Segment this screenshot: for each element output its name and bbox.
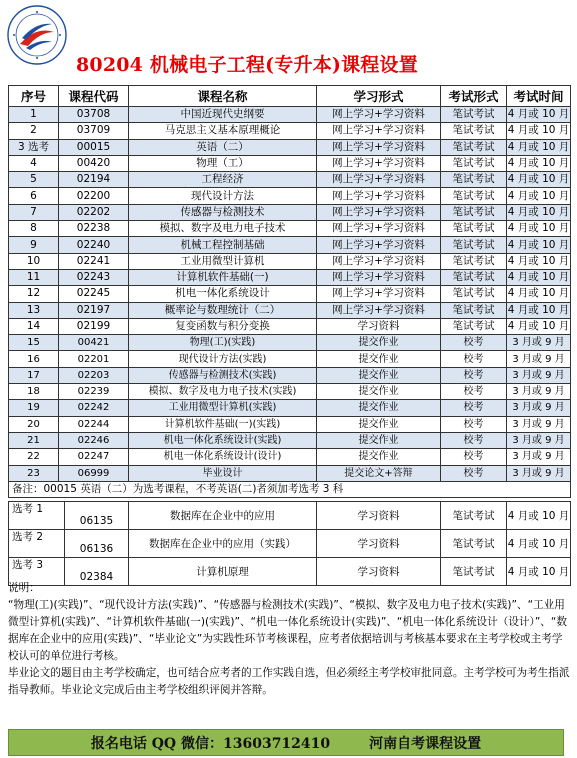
cell-code: 06999 bbox=[59, 465, 129, 481]
cell-time: 3 月或 9 月 bbox=[507, 367, 571, 383]
cell-time: 3 月或 9 月 bbox=[507, 449, 571, 465]
cell-time: 4 月或 10 月 bbox=[507, 139, 571, 155]
cell-mode: 学习资料 bbox=[317, 318, 441, 334]
cell-mode: 网上学习+学习资料 bbox=[317, 188, 441, 204]
cell-exam: 笔试考试 bbox=[441, 253, 507, 269]
cell-mode: 网上学习+学习资料 bbox=[317, 107, 441, 123]
elective-cell-code: 06135 bbox=[65, 502, 129, 530]
cell-code: 03709 bbox=[59, 123, 129, 139]
cell-time: 3 月或 9 月 bbox=[507, 384, 571, 400]
explain-paragraph: “物理(工)(实践)”、“现代设计方法(实践)”、“传感器与检测技术(实践)”、“模拟、数字及电力电子技术(实践)”、“工业用微型计算机(实践)”、“计算机软件基础(一)(实践)”、“机电一体化系统设计(实践)”、“机电一体化系统设计（设计）”、“数据库在企业中的应用(实践)”、“毕业论文”为实践性环节考核课程，应考者依据培训与考核基本要求在主考学校或主考学校认可的单位进行考核。 bbox=[8, 599, 567, 662]
cell-mode: 提交作业 bbox=[317, 416, 441, 432]
elective-cell-mode: 学习资料 bbox=[317, 502, 441, 530]
cell-time: 3 月或 9 月 bbox=[507, 465, 571, 481]
cell-no: 17 bbox=[9, 367, 59, 383]
table-row bbox=[9, 465, 571, 481]
cell-name: 工业用微型计算机(实践) bbox=[129, 400, 317, 416]
cell-name: 马克思主义基本原理概论 bbox=[129, 123, 317, 139]
cell-exam: 笔试考试 bbox=[441, 107, 507, 123]
cell-no: 22 bbox=[9, 449, 59, 465]
cell-time: 4 月或 10 月 bbox=[507, 107, 571, 123]
table-row bbox=[9, 204, 571, 220]
cell-code: 02244 bbox=[59, 416, 129, 432]
page-title: 80204 机械电子工程(专升本)课程设置 bbox=[76, 54, 418, 76]
cell-mode: 提交作业 bbox=[317, 367, 441, 383]
cell-name: 计算机软件基础(一)(实践) bbox=[129, 416, 317, 432]
cell-code: 02201 bbox=[59, 351, 129, 367]
cell-no: 18 bbox=[9, 384, 59, 400]
cell-name: 机电一体化系统设计(设计) bbox=[129, 449, 317, 465]
cell-exam: 校考 bbox=[441, 400, 507, 416]
cell-name: 工业用微型计算机 bbox=[129, 253, 317, 269]
cell-name: 机电一体化系统设计(实践) bbox=[129, 432, 317, 448]
header-code: 课程代码 bbox=[59, 86, 129, 107]
banner-label: 河南自考课程设置 bbox=[369, 735, 482, 752]
table-header-row bbox=[9, 86, 571, 107]
cell-mode: 提交作业 bbox=[317, 351, 441, 367]
explain-paragraph: 毕业论文的题目由主考学校确定，也可结合应考者的工作实践自选，但必须经主考学校审批同意。主考学校可为考生指派指导教师。毕业论文完成后由主考学校组织评阅并答辩。 bbox=[8, 667, 570, 696]
cell-no: 21 bbox=[9, 432, 59, 448]
cell-code: 02197 bbox=[59, 302, 129, 318]
cell-code: 02239 bbox=[59, 384, 129, 400]
cell-exam: 校考 bbox=[441, 384, 507, 400]
cell-exam: 校考 bbox=[441, 465, 507, 481]
contact-banner bbox=[8, 729, 564, 756]
cell-code: 02194 bbox=[59, 172, 129, 188]
cell-time: 4 月或 10 月 bbox=[507, 269, 571, 285]
cell-mode: 网上学习+学习资料 bbox=[317, 286, 441, 302]
elective-cell-name: 数据库在企业中的应用 bbox=[129, 502, 317, 530]
header-name: 课程名称 bbox=[129, 86, 317, 107]
cell-time: 3 月或 9 月 bbox=[507, 351, 571, 367]
cell-exam: 笔试考试 bbox=[441, 269, 507, 285]
cell-name: 模拟、数字及电力电子技术(实践) bbox=[129, 384, 317, 400]
cell-mode: 网上学习+学习资料 bbox=[317, 204, 441, 220]
cell-exam: 笔试考试 bbox=[441, 221, 507, 237]
cell-code: 03708 bbox=[59, 107, 129, 123]
cell-no: 14 bbox=[9, 318, 59, 334]
table-row bbox=[9, 335, 571, 351]
cell-mode: 网上学习+学习资料 bbox=[317, 269, 441, 285]
course-table bbox=[8, 85, 571, 498]
elective-cell-exam: 笔试考试 bbox=[441, 502, 507, 530]
cell-code: 02243 bbox=[59, 269, 129, 285]
cell-no: 7 bbox=[9, 204, 59, 220]
cell-time: 4 月或 10 月 bbox=[507, 286, 571, 302]
cell-time: 4 月或 10 月 bbox=[507, 188, 571, 204]
table-row bbox=[9, 123, 571, 139]
cell-mode: 网上学习+学习资料 bbox=[317, 302, 441, 318]
cell-mode: 提交论文+答辩 bbox=[317, 465, 441, 481]
cell-name: 模拟、数字及电力电子技术 bbox=[129, 221, 317, 237]
cell-mode: 网上学习+学习资料 bbox=[317, 237, 441, 253]
cell-exam: 校考 bbox=[441, 449, 507, 465]
cell-code: 02246 bbox=[59, 432, 129, 448]
cell-no: 10 bbox=[9, 253, 59, 269]
table-row bbox=[9, 269, 571, 285]
cell-time: 4 月或 10 月 bbox=[507, 204, 571, 220]
cell-exam: 校考 bbox=[441, 351, 507, 367]
cell-exam: 笔试考试 bbox=[441, 286, 507, 302]
cell-time: 3 月或 9 月 bbox=[507, 416, 571, 432]
cell-code: 00420 bbox=[59, 155, 129, 171]
explain-title: 说明： bbox=[8, 582, 40, 594]
elective-cell-exam: 笔试考试 bbox=[441, 530, 507, 558]
cell-no: 20 bbox=[9, 416, 59, 432]
cell-no: 6 bbox=[9, 188, 59, 204]
cell-no: 8 bbox=[9, 221, 59, 237]
table-row bbox=[9, 302, 571, 318]
cell-exam: 校考 bbox=[441, 367, 507, 383]
cell-mode: 网上学习+学习资料 bbox=[317, 253, 441, 269]
cell-mode: 网上学习+学习资料 bbox=[317, 139, 441, 155]
cell-name: 概率论与数理统计（二） bbox=[129, 302, 317, 318]
cell-code: 00015 bbox=[59, 139, 129, 155]
cell-time: 3 月或 9 月 bbox=[507, 432, 571, 448]
cell-exam: 笔试考试 bbox=[441, 302, 507, 318]
cell-code: 02241 bbox=[59, 253, 129, 269]
cell-exam: 笔试考试 bbox=[441, 318, 507, 334]
elective-row bbox=[9, 502, 571, 530]
elective-cell-code: 02384 bbox=[65, 558, 129, 586]
elective-cell-label: 选考 3 bbox=[9, 558, 65, 586]
cell-name: 现代设计方法(实践) bbox=[129, 351, 317, 367]
table-row bbox=[9, 221, 571, 237]
elective-cell-label: 选考 2 bbox=[9, 530, 65, 558]
cell-exam: 笔试考试 bbox=[441, 123, 507, 139]
table-row bbox=[9, 286, 571, 302]
elective-row bbox=[9, 530, 571, 558]
table-row bbox=[9, 172, 571, 188]
cell-mode: 网上学习+学习资料 bbox=[317, 155, 441, 171]
table-row bbox=[9, 237, 571, 253]
cell-mode: 提交作业 bbox=[317, 400, 441, 416]
elective-cell-name: 数据库在企业中的应用（实践） bbox=[129, 530, 317, 558]
cell-no: 3 选考 bbox=[9, 139, 59, 155]
cell-no: 19 bbox=[9, 400, 59, 416]
banner-contact: 报名电话 QQ 微信：13603712410 bbox=[90, 735, 331, 752]
header-time: 考试时间 bbox=[507, 86, 571, 107]
cell-exam: 校考 bbox=[441, 416, 507, 432]
cell-no: 1 bbox=[9, 107, 59, 123]
cell-code: 02238 bbox=[59, 221, 129, 237]
table-row bbox=[9, 107, 571, 123]
note-row bbox=[9, 481, 571, 497]
header-mode: 学习形式 bbox=[317, 86, 441, 107]
cell-time: 4 月或 10 月 bbox=[507, 221, 571, 237]
cell-no: 16 bbox=[9, 351, 59, 367]
cell-mode: 提交作业 bbox=[317, 432, 441, 448]
elective-cell-mode: 学习资料 bbox=[317, 558, 441, 586]
cell-name: 复变函数与积分变换 bbox=[129, 318, 317, 334]
cell-exam: 笔试考试 bbox=[441, 237, 507, 253]
elective-cell-name: 计算机原理 bbox=[129, 558, 317, 586]
cell-time: 4 月或 10 月 bbox=[507, 123, 571, 139]
cell-name: 计算机软件基础(一) bbox=[129, 269, 317, 285]
cell-name: 传感器与检测技术 bbox=[129, 204, 317, 220]
cell-name: 英语（二） bbox=[129, 139, 317, 155]
table-row bbox=[9, 432, 571, 448]
table-row bbox=[9, 449, 571, 465]
cell-mode: 提交作业 bbox=[317, 384, 441, 400]
cell-no: 12 bbox=[9, 286, 59, 302]
cell-name: 物理（工） bbox=[129, 155, 317, 171]
cell-time: 4 月或 10 月 bbox=[507, 318, 571, 334]
elective-cell-code: 06136 bbox=[65, 530, 129, 558]
cell-time: 4 月或 10 月 bbox=[507, 172, 571, 188]
cell-code: 02247 bbox=[59, 449, 129, 465]
cell-code: 02202 bbox=[59, 204, 129, 220]
cell-no: 4 bbox=[9, 155, 59, 171]
cell-mode: 网上学习+学习资料 bbox=[317, 123, 441, 139]
cell-mode: 提交作业 bbox=[317, 449, 441, 465]
cell-exam: 笔试考试 bbox=[441, 139, 507, 155]
elective-cell-mode: 学习资料 bbox=[317, 530, 441, 558]
cell-name: 工程经济 bbox=[129, 172, 317, 188]
table-row bbox=[9, 400, 571, 416]
table-row bbox=[9, 253, 571, 269]
table-row bbox=[9, 318, 571, 334]
cell-code: 02242 bbox=[59, 400, 129, 416]
cell-name: 物理(工)(实践) bbox=[129, 335, 317, 351]
cell-time: 4 月或 10 月 bbox=[507, 253, 571, 269]
cell-no: 15 bbox=[9, 335, 59, 351]
cell-time: 3 月或 9 月 bbox=[507, 335, 571, 351]
table-row bbox=[9, 367, 571, 383]
cell-name: 机械工程控制基础 bbox=[129, 237, 317, 253]
cell-no: 9 bbox=[9, 237, 59, 253]
table-row bbox=[9, 188, 571, 204]
table-row bbox=[9, 139, 571, 155]
header-no: 序号 bbox=[9, 86, 59, 107]
cell-code: 02199 bbox=[59, 318, 129, 334]
cell-exam: 笔试考试 bbox=[441, 204, 507, 220]
cell-mode: 网上学习+学习资料 bbox=[317, 172, 441, 188]
cell-mode: 提交作业 bbox=[317, 335, 441, 351]
elective-cell-time: 4 月或 10 月 bbox=[507, 530, 571, 558]
cell-no: 11 bbox=[9, 269, 59, 285]
elective-table bbox=[8, 501, 571, 586]
table-row bbox=[9, 351, 571, 367]
table-row bbox=[9, 155, 571, 171]
cell-mode: 网上学习+学习资料 bbox=[317, 221, 441, 237]
cell-no: 23 bbox=[9, 465, 59, 481]
cell-no: 2 bbox=[9, 123, 59, 139]
elective-cell-exam: 笔试考试 bbox=[441, 558, 507, 586]
cell-code: 02203 bbox=[59, 367, 129, 383]
cell-code: 02245 bbox=[59, 286, 129, 302]
university-logo-icon bbox=[6, 4, 68, 66]
elective-cell-time: 4 月或 10 月 bbox=[507, 502, 571, 530]
cell-no: 13 bbox=[9, 302, 59, 318]
cell-name: 中国近现代史纲要 bbox=[129, 107, 317, 123]
elective-cell-label: 选考 1 bbox=[9, 502, 65, 530]
cell-exam: 笔试考试 bbox=[441, 155, 507, 171]
cell-time: 4 月或 10 月 bbox=[507, 237, 571, 253]
table-row bbox=[9, 384, 571, 400]
cell-time: 4 月或 10 月 bbox=[507, 302, 571, 318]
explanation-section bbox=[8, 580, 570, 699]
cell-exam: 校考 bbox=[441, 432, 507, 448]
cell-exam: 笔试考试 bbox=[441, 172, 507, 188]
cell-exam: 校考 bbox=[441, 335, 507, 351]
cell-name: 毕业设计 bbox=[129, 465, 317, 481]
cell-name: 传感器与检测技术(实践) bbox=[129, 367, 317, 383]
cell-code: 00421 bbox=[59, 335, 129, 351]
cell-exam: 笔试考试 bbox=[441, 188, 507, 204]
cell-code: 02240 bbox=[59, 237, 129, 253]
cell-no: 5 bbox=[9, 172, 59, 188]
note-text: 备注：00015 英语（二）为选考课程，不考英语(二)者须加考选考 3 科 bbox=[9, 481, 571, 497]
cell-name: 现代设计方法 bbox=[129, 188, 317, 204]
table-row bbox=[9, 416, 571, 432]
cell-name: 机电一体化系统设计 bbox=[129, 286, 317, 302]
cell-code: 02200 bbox=[59, 188, 129, 204]
cell-time: 4 月或 10 月 bbox=[507, 155, 571, 171]
elective-cell-time: 4 月或 10 月 bbox=[507, 558, 571, 586]
cell-time: 3 月或 9 月 bbox=[507, 400, 571, 416]
header-exam: 考试形式 bbox=[441, 86, 507, 107]
